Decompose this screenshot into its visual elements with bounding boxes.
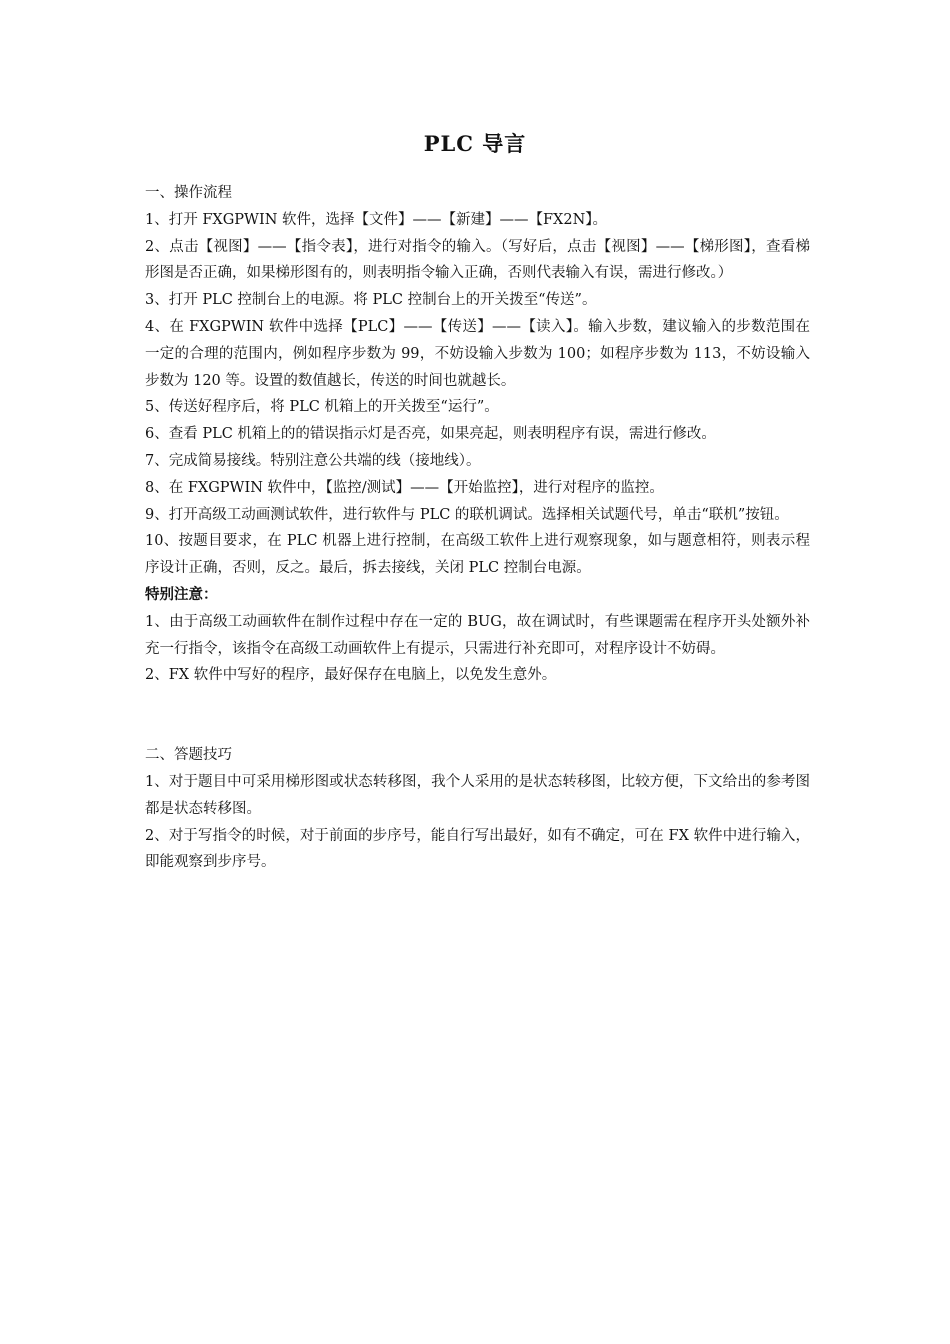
step-2: 2、点击【视图】——【指令表】，进行对指令的输入。（写好后，点击【视图】——【梯形图】，查看梯形图是否正确，如果梯形图有的，则表明指令输入正确，否则代表输入有误，需进行修改。）	[145, 238, 810, 282]
section-heading-operation: 一、操作流程	[145, 185, 232, 201]
section-heading-tips: 二、答题技巧	[145, 747, 232, 764]
document-title: PLC 导言	[423, 131, 527, 156]
tip-2: 2、对于写指令的时候，对于前面的步序号，能自行写出最好，如有不确定，可在 FX 软件中进行输入，即能观察到步序号。	[145, 827, 810, 871]
step-3: 3、打开 PLC 控制台上的电源。将 PLC 控制台上的开关拨至“传送”。	[145, 292, 597, 309]
step-5: 5、传送好程序后，将 PLC 机箱上的开关拨至“运行”。	[145, 399, 499, 416]
step-9: 9、打开高级工动画测试软件，进行软件与 PLC 的联机调试。选择相关试题代号，单击“联机”按钮。	[145, 506, 789, 523]
step-6: 6、查看 PLC 机箱上的的错误指示灯是否亮，如果亮起，则表明程序有误，需进行修改。	[145, 426, 716, 443]
special-note-2: 2、FX 软件中写好的程序，最好保存在电脑上，以免发生意外。	[145, 667, 557, 684]
section-gap	[145, 689, 810, 742]
document-body	[145, 180, 810, 876]
step-7: 7、完成简易接线。特别注意公共端的线（接地线）。	[145, 452, 481, 469]
tip-1: 1、对于题目中可采用梯形图或状态转移图，我个人采用的是状态转移图，比较方便，下文给出的参考图都是状态转移图。	[145, 773, 810, 817]
special-note-heading: 特别注意：	[145, 585, 218, 603]
step-10: 10、按题目要求，在 PLC 机器上进行控制，在高级工软件上进行观察现象，如与题意相符，则表示程序设计正确，否则，反之。最后，拆去接线，关闭 PLC 控制台电源。	[145, 533, 810, 577]
step-1: 1、打开 FXGPWIN 软件，选择【文件】——【新建】——【FX2N】。	[145, 211, 608, 228]
step-8: 8、在 FXGPWIN 软件中，【监控/测试】——【开始监控】，进行对程序的监控。	[145, 479, 664, 496]
special-note-1: 1、由于高级工动画软件在制作过程中存在一定的 BUG，故在调试时，有些课题需在程序开头处额外补充一行指令，该指令在高级工动画软件上有提示，只需进行补充即可，对程序设计不妨碍。	[145, 613, 810, 657]
step-4: 4、在 FXGPWIN 软件中选择【PLC】——【传送】——【读入】。输入步数，建议输入的步数范围在一定的合理的范围内，例如程序步数为 99，不妨设输入步数为 100；如程序步数为 113，不妨设输入步数为 120 等。设置的数值越长，传送的时间也就越长。	[145, 318, 810, 389]
